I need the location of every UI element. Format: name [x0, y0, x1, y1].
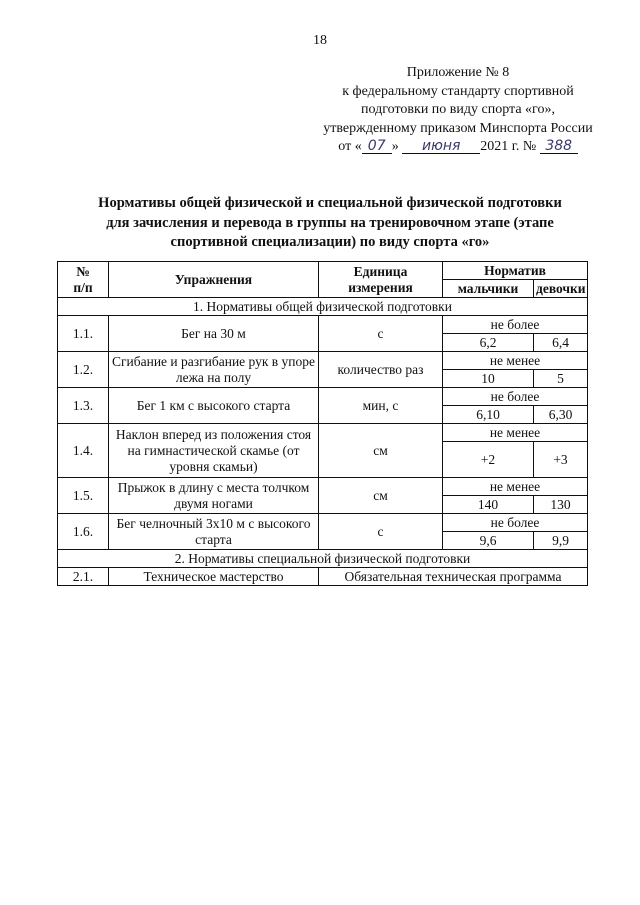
table-header-row [58, 262, 588, 280]
row-unit: см [319, 424, 443, 478]
row-number: 1.4. [58, 424, 109, 478]
appendix-line-2: к федеральному стандарту спортивной [342, 83, 574, 99]
row-unit: мин, с [319, 388, 443, 424]
row-exercise: Сгибание и разгибание рук в упоре лежа на полу [109, 352, 319, 388]
appendix-header [296, 64, 620, 157]
norms-table [57, 261, 588, 586]
row-exercise: Техническое мастерство [109, 568, 319, 586]
handwritten-month: июня [402, 139, 480, 154]
row-condition: не более [443, 388, 588, 406]
row-unit: см [319, 478, 443, 514]
row-boys: 140 [443, 496, 534, 514]
page-number: 18 [313, 33, 327, 48]
section-row [58, 550, 588, 568]
row-condition: не менее [443, 424, 588, 442]
row-number: 1.3. [58, 388, 109, 424]
row-unit: с [319, 514, 443, 550]
row-exercise: Бег 1 км с высокого старта [109, 388, 319, 424]
row-girls: 130 [534, 496, 588, 514]
row-exercise: Наклон вперед из положения стоя на гимнастической скамье (от уровня скамьи) [109, 424, 319, 478]
row-girls: 9,9 [534, 532, 588, 550]
header-girls: девочки [534, 280, 588, 298]
row-girls: 5 [534, 370, 588, 388]
table-row [58, 424, 588, 442]
header-exercise: Упражнения [109, 262, 319, 298]
header-boys: мальчики [443, 280, 534, 298]
date-mid: » [391, 139, 399, 154]
appendix-line-4: утвержденному приказом Минспорта России [323, 120, 593, 136]
section-row [58, 298, 588, 316]
row-boys: 9,6 [443, 532, 534, 550]
row-girls: +3 [534, 442, 588, 478]
handwritten-day: 07 [362, 139, 392, 154]
handwritten-order-number: 388 [540, 139, 578, 154]
date-prefix: от « [338, 139, 362, 154]
appendix-line-3: подготовки по виду спорта «го», [361, 102, 555, 117]
row-exercise: Бег на 30 м [109, 316, 319, 352]
row-number: 1.6. [58, 514, 109, 550]
table-row [58, 388, 588, 406]
row-number: 1.5. [58, 478, 109, 514]
row-boys: +2 [443, 442, 534, 478]
row-number: 1.2. [58, 352, 109, 388]
row-condition: не более [443, 316, 588, 334]
section-2-title: 2. Нормативы специальной физической подготовки [58, 550, 588, 568]
table-row [58, 568, 588, 586]
table-row [58, 316, 588, 334]
row-boys: 10 [443, 370, 534, 388]
document-title [60, 194, 600, 253]
row-condition: не менее [443, 478, 588, 496]
row-girls: 6,30 [534, 406, 588, 424]
table-row [58, 478, 588, 496]
table-row [58, 352, 588, 370]
row-girls: 6,4 [534, 334, 588, 352]
row-exercise: Прыжок в длину с места толчком двумя ногами [109, 478, 319, 514]
appendix-title: Приложение № 8 [406, 65, 510, 80]
table-row [58, 514, 588, 532]
date-year: 2021 г. № [480, 139, 537, 154]
title-line-1: Нормативы общей физической и специальной физической подготовки [98, 195, 562, 211]
row-boys: 6,2 [443, 334, 534, 352]
header-unit: Единица измерения [319, 262, 443, 298]
row-exercise: Бег челночный 3x10 м с высокого старта [109, 514, 319, 550]
title-line-2: для зачисления и перевода в группы на тренировочном этапе (этапе [106, 214, 554, 231]
row-value: Обязательная техническая программа [319, 568, 588, 586]
row-number: 2.1. [58, 568, 109, 586]
row-number: 1.1. [58, 316, 109, 352]
header-norm: Норматив [443, 262, 588, 280]
row-condition: не менее [443, 352, 588, 370]
row-boys: 6,10 [443, 406, 534, 424]
section-1-title: 1. Нормативы общей физической подготовки [58, 298, 588, 316]
appendix-date-line [296, 138, 620, 157]
title-line-3: спортивной специализации) по виду спорта «го» [170, 234, 490, 250]
row-condition: не более [443, 514, 588, 532]
header-number: № п/п [58, 262, 109, 298]
row-unit: количество раз [319, 352, 443, 388]
row-unit: с [319, 316, 443, 352]
